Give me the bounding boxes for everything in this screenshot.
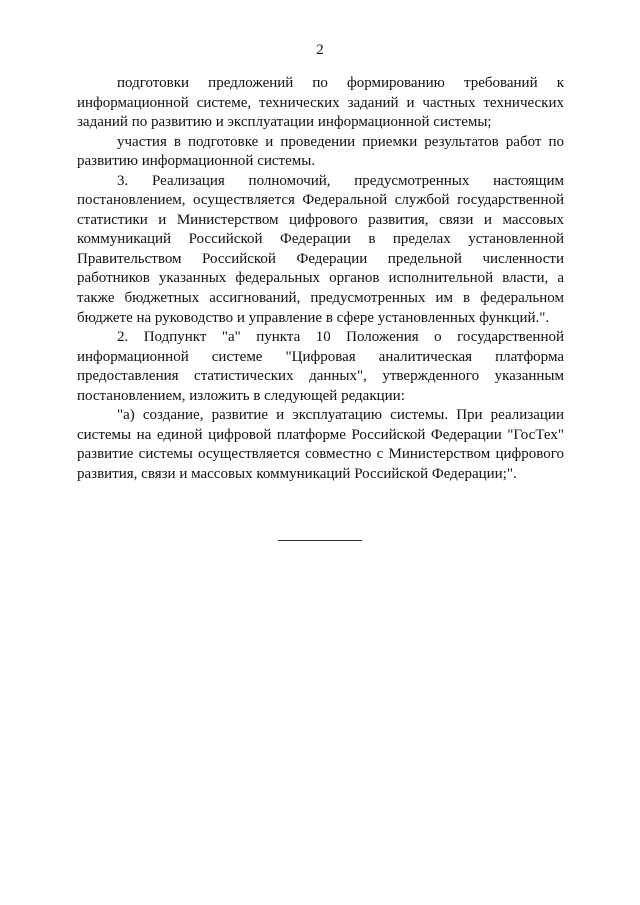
document-body — [77, 74, 564, 484]
paragraph-section-3: 3. Реализация полномочий, предусмотренных настоящим постановлением, осуществляется Федеральной службой государственной статистики и Министерством цифрового развития, связи и массовых коммуникаций Российской Федерации в пределах установленной Правительством Российской Федерации предельной численности работников указанных федеральных органов исполнительной власти, а также бюджетных ассигнований, предусмотренных им в федеральном бюджете на руководство и управление в сфере установленных функций.". — [77, 172, 564, 326]
page-number: 2 — [316, 42, 324, 58]
paragraph-subclause-a: "а) создание, развитие и эксплуатацию системы. При реализации системы на единой цифровой платформе Российской Федерации "ГосТех" развитие системы осуществляется совместно с Министерством цифрового развития, связи и массовых коммуникаций Российской Федерации;". — [77, 407, 564, 482]
paragraph-proposals: подготовки предложений по формированию требований к информационной системе, технических заданий и частных технических заданий по развитию и эксплуатации информационной системы; — [77, 75, 564, 131]
paragraph-section-2: 2. Подпункт "а" пункта 10 Положения о государственной информационной системе "Цифровая аналитическая платформа предоставления статистических данных", утвержденного указанным постановлением, изложить в следующей редакции: — [77, 329, 564, 404]
end-separator-line — [278, 540, 362, 541]
paragraph-acceptance: участия в подготовке и проведении приемки результатов работ по развитию информационной системы. — [77, 133, 564, 170]
